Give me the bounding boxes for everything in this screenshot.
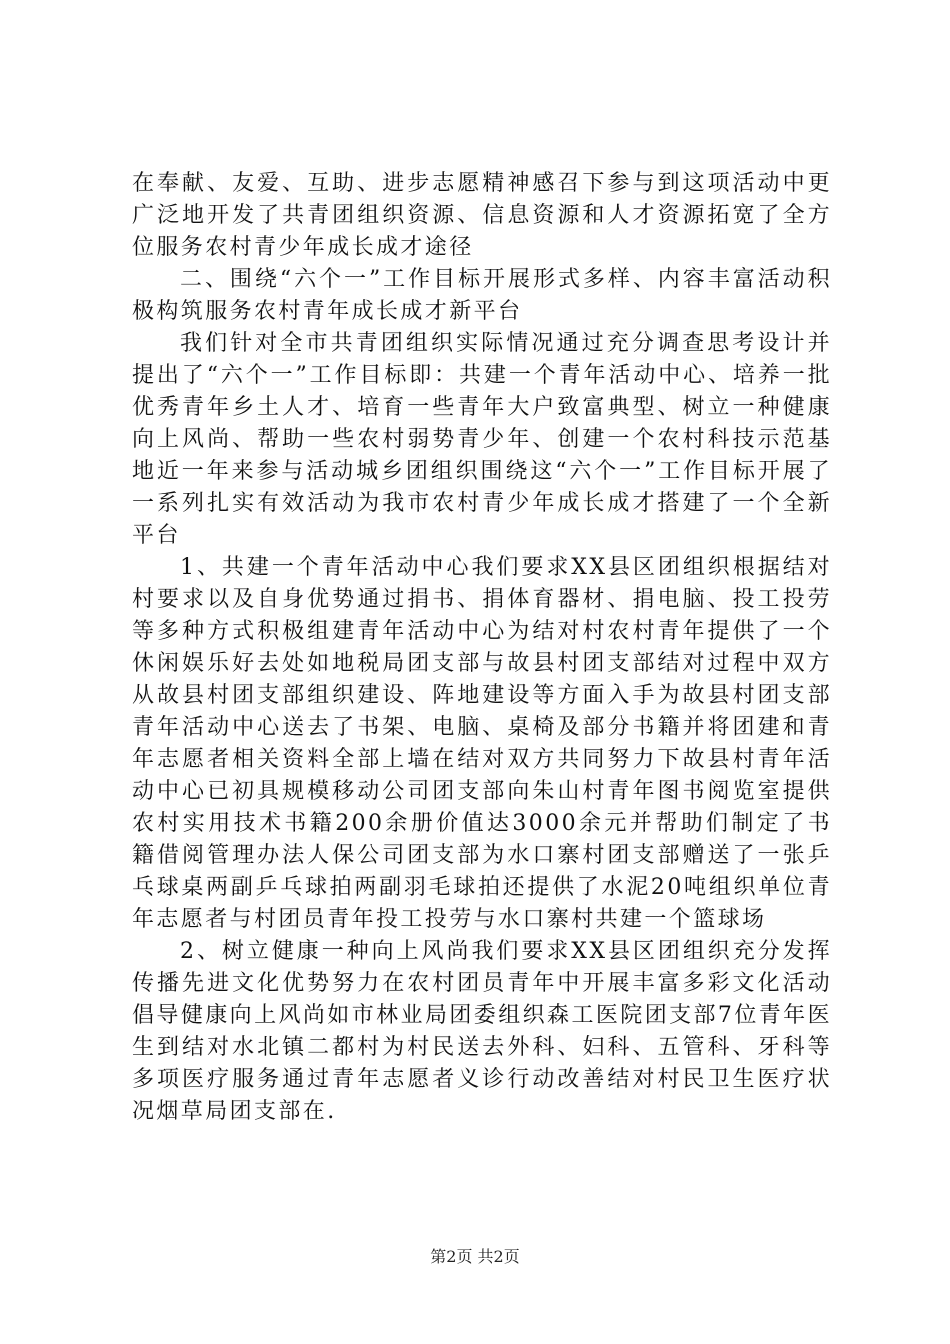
document-body [132,168,832,1128]
paragraph-activity-center: 1、共建一个青年活动中心我们要求XX县区团组织根据结对村要求以及自身优势通过捐书、捐体育器材、捐电脑、投工投劳等多种方式积极组建青年活动中心为结对村农村青年提供了一个休闲娱乐好去处如地税局团支部与故县村团支部结对过程中双方从故县村团支部组织建设、阵地建设等方面入手为故县村团支部青年活动中心送去了书架、电脑、桌椅及部分书籍并将团建和青年志愿者相关资料全部上墙在结对双方共同努力下故县村青年活动中心已初具规模移动公司团支部向朱山村青年图书阅览室提供农村实用技术书籍200余册价值达3000余元并帮助们制定了书籍借阅管理办法人保公司团支部为水口寨村团支部赠送了一张乒乓球桌两副乒乓球拍两副羽毛球拍还提供了水泥20吨组织单位青年志愿者与村团员青年投工投劳与水口寨村共建一个篮球场 [132,555,832,932]
paragraph-continuation: 在奉献、友爱、互助、进步志愿精神感召下参与到这项活动中更广泛地开发了共青团组织资源、信息资源和人才资源拓宽了全方位服务农村青少年成长成才途径 [132,171,832,260]
section-heading-two: 二、围绕“六个一”工作目标开展形式多样、内容丰富活动积极构筑服务农村青年成长成才新平台 [132,267,832,324]
paragraph-six-goals: 我们针对全市共青团组织实际情况通过充分调查思考设计并提出了“六个一”工作目标即：共建一个青年活动中心、培养一批优秀青年乡土人才、培育一些青年大户致富典型、树立一种健康向上风尚、帮助一些农村弱势青少年、创建一个农村科技示范基地近一年来参与活动城乡团组织围绕这“六个一”工作目标开展了一系列扎实有效活动为我市农村青少年成长成才搭建了一个全新平台 [132,331,832,548]
page-number-footer: 第2页 共2页 [430,1247,520,1266]
paragraph-healthy-culture: 2、树立健康一种向上风尚我们要求XX县区团组织充分发挥传播先进文化优势努力在农村团员青年中开展丰富多彩文化活动倡导健康向上风尚如市林业局团委组织森工医院团支部7位青年医生到结对水北镇二都村为村民送去外科、妇科、五管科、牙科等多项医疗服务通过青年志愿者义诊行动改善结对村民卫生医疗状况烟草局团支部在. [132,939,832,1124]
